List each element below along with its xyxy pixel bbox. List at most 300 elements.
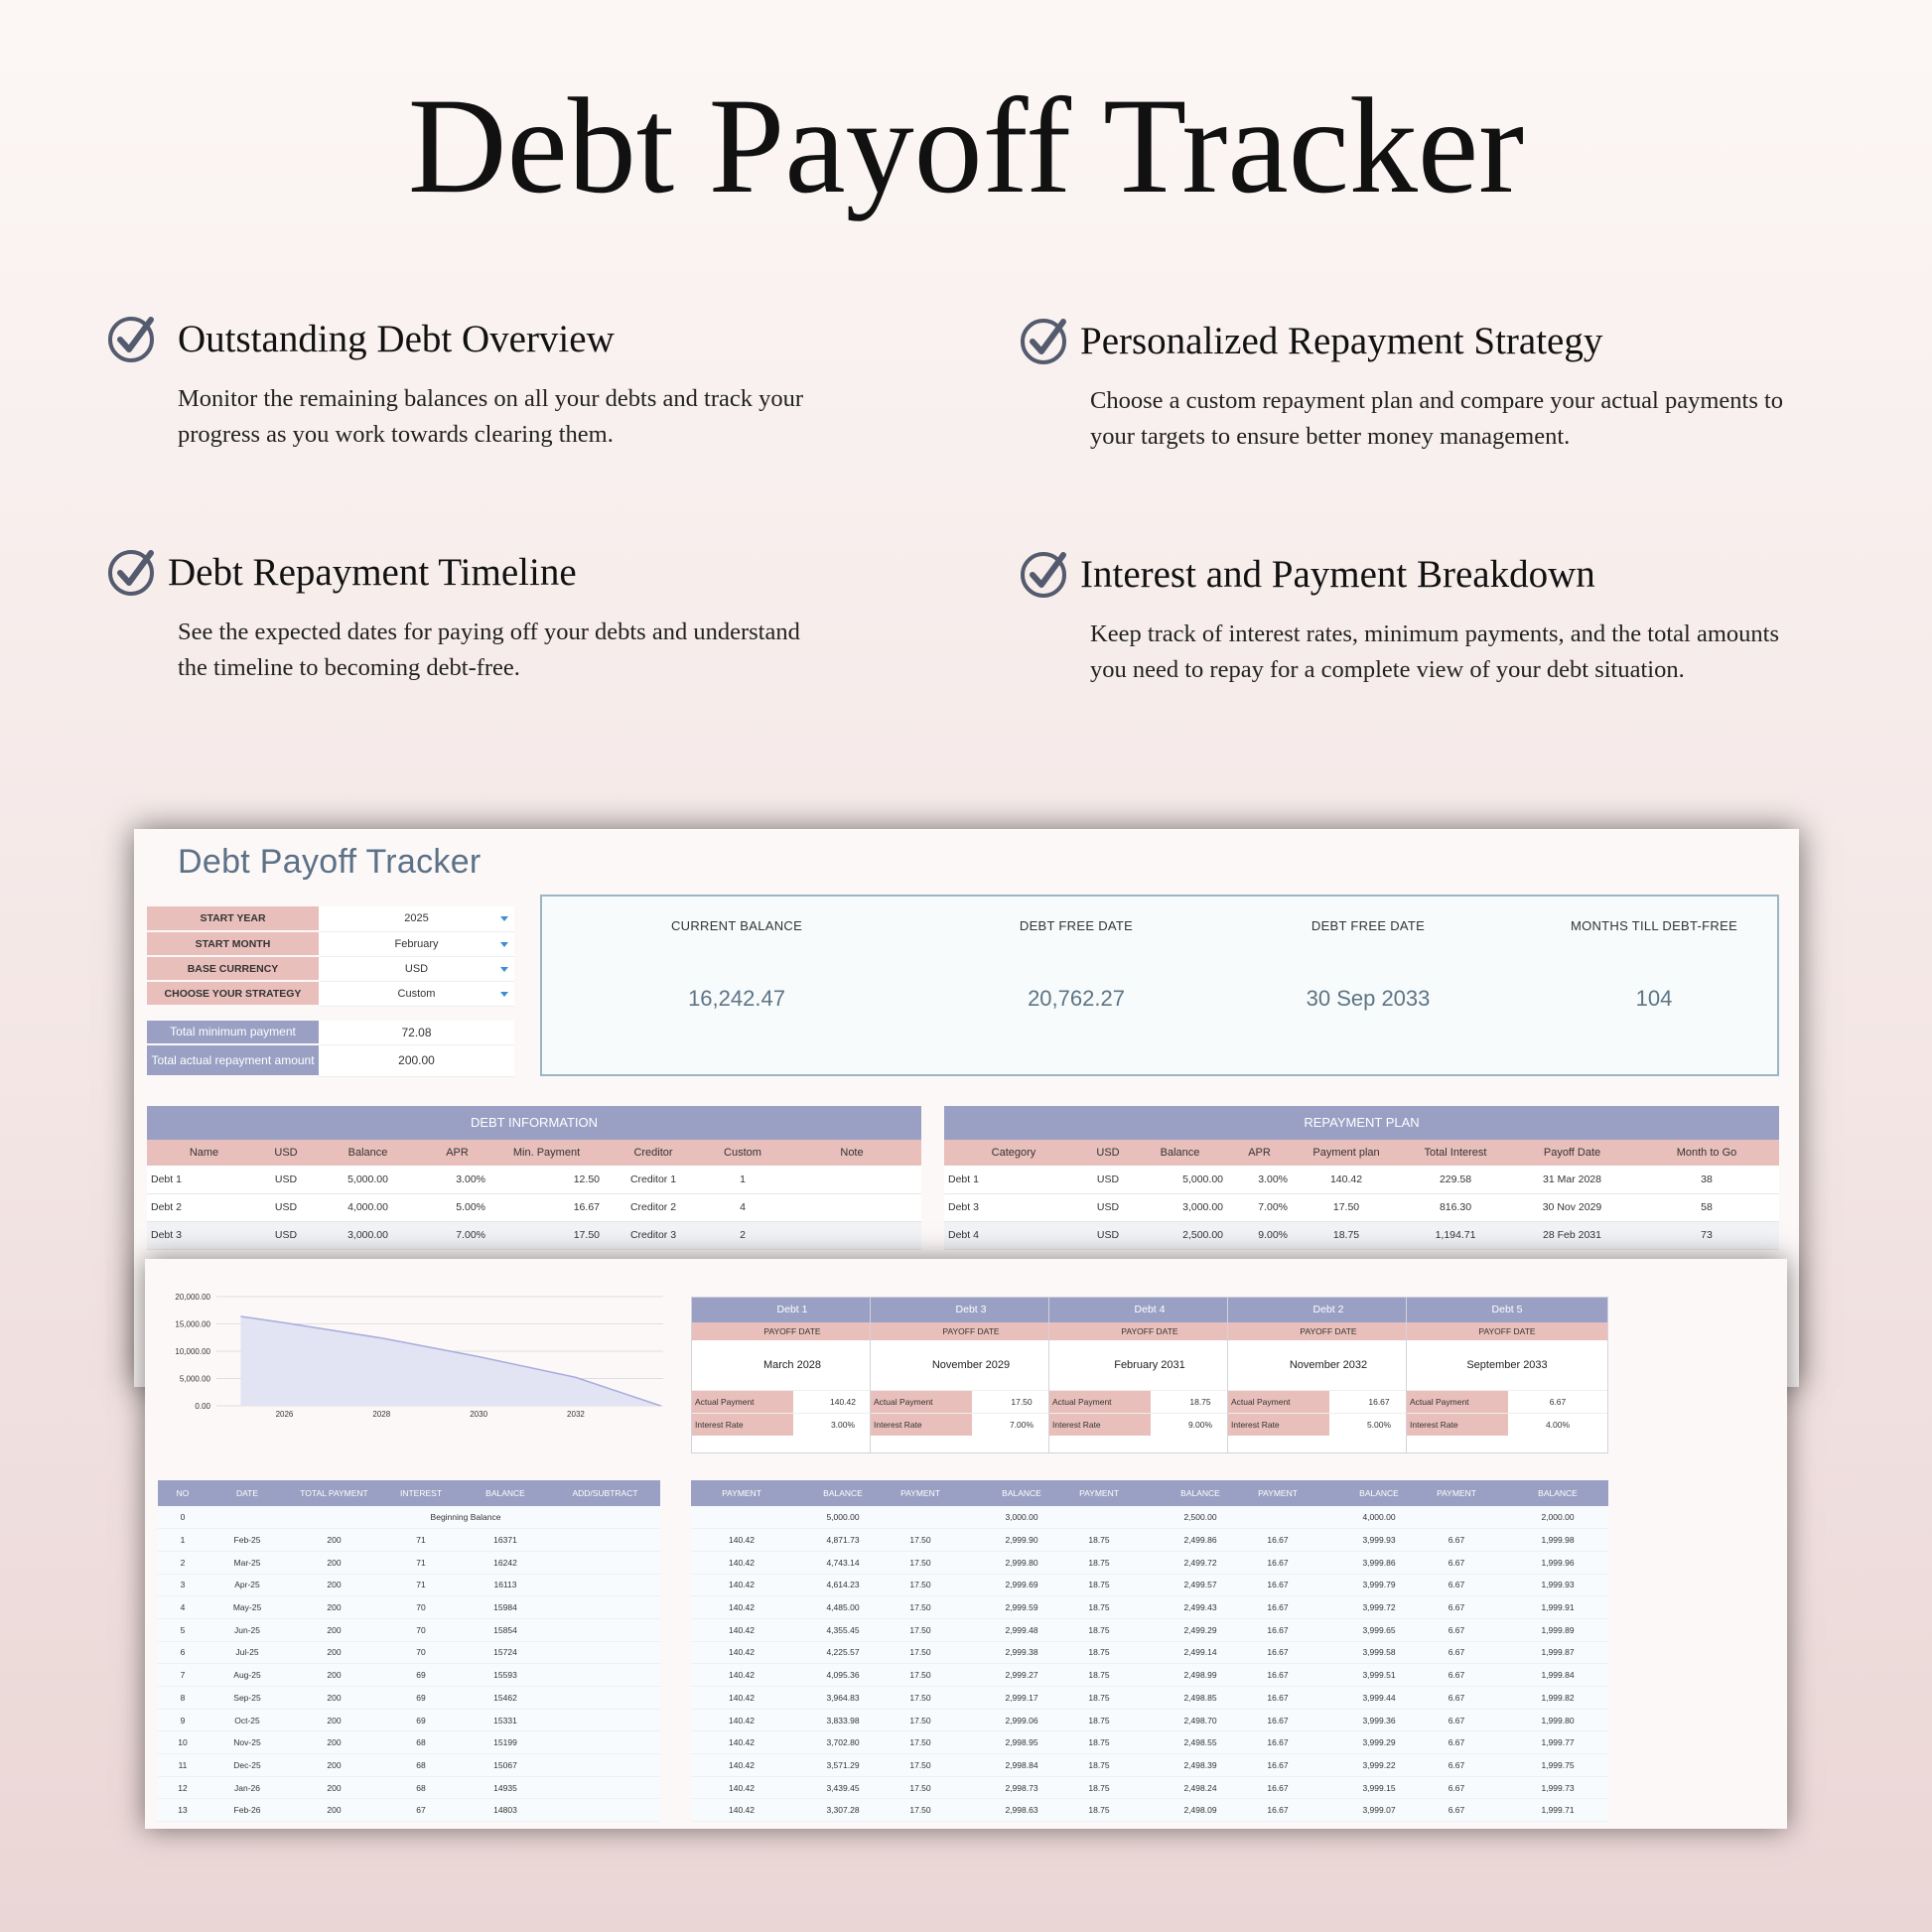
table-cell[interactable] (550, 1776, 660, 1799)
table-cell: 18.75 (1048, 1776, 1150, 1799)
column-header: Custom (703, 1140, 782, 1166)
card-interest-rate-row (1407, 1413, 1607, 1436)
table-row (1227, 1776, 1430, 1799)
table-row (158, 1754, 660, 1777)
table-cell: 3,999.29 (1328, 1731, 1430, 1754)
table-cell: 15854 (461, 1618, 550, 1641)
table-cell: 200 (287, 1596, 381, 1619)
start-month-select[interactable]: February (319, 931, 514, 956)
table-cell: Jul-25 (207, 1641, 287, 1664)
feature-description: Keep track of interest rates, minimum payments, and the total amounts you need to repay for a complete view of your debt situation. (1090, 621, 1779, 683)
table-row (691, 1687, 894, 1710)
table-cell[interactable] (550, 1687, 660, 1710)
table-row (158, 1731, 660, 1754)
table-cell: 16113 (461, 1574, 550, 1596)
card-row-value: 3.00% (830, 1420, 856, 1430)
table-row (158, 1506, 660, 1529)
table-cell: 12 (158, 1776, 207, 1799)
table-cell: Feb-26 (207, 1799, 287, 1822)
table-cell: 140.42 (691, 1551, 792, 1574)
balance-area (240, 1316, 660, 1406)
table-cell[interactable]: 140.42 (1292, 1166, 1401, 1193)
table-row (870, 1596, 1072, 1619)
y-tick-label: 10,000.00 (175, 1347, 210, 1356)
card-debt-name: Debt 3 (871, 1298, 1071, 1322)
table-cell: 2,999.27 (971, 1664, 1072, 1687)
table-row (1048, 1574, 1251, 1596)
table-row (1406, 1709, 1608, 1731)
card-row-value[interactable]: 140.42 (830, 1397, 856, 1407)
table-cell (691, 1506, 792, 1529)
table-cell: 3,999.58 (1328, 1641, 1430, 1664)
card-interest-rate-row (1049, 1413, 1250, 1436)
column-header: DATE (207, 1480, 287, 1506)
table-cell[interactable]: 28 Feb 2031 (1510, 1221, 1634, 1249)
table-cell: 4,485.00 (792, 1596, 894, 1619)
table-cell: 5 (158, 1618, 207, 1641)
table-row (1406, 1596, 1608, 1619)
total-actual-repayment-label: Total actual repayment amount (147, 1044, 319, 1076)
dropdown-arrow-icon[interactable] (500, 967, 508, 972)
table-cell[interactable]: 16.67 (489, 1193, 604, 1221)
table-cell: 0 (158, 1506, 207, 1529)
table-cell: 3,000.00 (971, 1506, 1072, 1529)
card-subheader: PAYOFF DATE (1228, 1322, 1429, 1340)
column-header: BALANCE (461, 1480, 550, 1506)
table-cell: 3,833.98 (792, 1709, 894, 1731)
table-cell[interactable]: 3.00% (425, 1166, 489, 1193)
table-cell[interactable]: 4 (703, 1193, 782, 1221)
table-cell: 17.50 (870, 1731, 971, 1754)
table-row (147, 1193, 921, 1221)
table-cell: 17.50 (870, 1641, 971, 1664)
column-header: Min. Payment (489, 1140, 604, 1166)
card-subheader: PAYOFF DATE (1407, 1322, 1607, 1340)
table-cell: 2,499.86 (1150, 1529, 1251, 1552)
table-cell: 140.42 (691, 1709, 792, 1731)
table-cell: 2,499.14 (1150, 1641, 1251, 1664)
table-row (944, 1166, 1779, 1193)
table-row (158, 1574, 660, 1596)
table-cell[interactable]: 4,000.00 (311, 1193, 425, 1221)
x-tick-label: 2028 (372, 1410, 391, 1419)
table-cell[interactable] (550, 1731, 660, 1754)
table-cell[interactable]: Debt 1 (944, 1166, 1083, 1193)
table-cell: May-25 (207, 1596, 287, 1619)
table-cell: 2,499.29 (1150, 1618, 1251, 1641)
feature-description: Choose a custom repayment plan and compare your actual payments to your targets to ensure better money management. (1090, 387, 1784, 450)
y-tick-label: 15,000.00 (175, 1319, 210, 1329)
table-row (1227, 1506, 1430, 1529)
card-row-value[interactable]: 18.75 (1189, 1397, 1211, 1407)
table-row (1406, 1754, 1608, 1777)
column-header: BALANCE (792, 1480, 894, 1506)
table-cell[interactable]: 30 Nov 2029 (1510, 1193, 1634, 1221)
table-cell: 17.50 (870, 1687, 971, 1710)
table-cell[interactable] (550, 1618, 660, 1641)
card-actual-payment-row (1407, 1390, 1607, 1413)
card-row-value: 4.00% (1545, 1420, 1571, 1430)
table-cell: 200 (287, 1664, 381, 1687)
table-cell[interactable]: Debt 1 (147, 1166, 261, 1193)
table-cell: 1,999.96 (1507, 1551, 1608, 1574)
table-cell: 3,571.29 (792, 1754, 894, 1777)
table-cell: 140.42 (691, 1799, 792, 1822)
table-cell: 69 (381, 1709, 461, 1731)
table-cell[interactable] (550, 1754, 660, 1777)
table-row (158, 1799, 660, 1822)
table-cell: 71 (381, 1551, 461, 1574)
table-cell[interactable]: 17.50 (1292, 1193, 1401, 1221)
column-header: PAYMENT (870, 1480, 971, 1506)
table-cell[interactable]: 816.30 (1401, 1193, 1510, 1221)
column-header: PAYMENT (1227, 1480, 1328, 1506)
table-cell[interactable]: USD (1083, 1193, 1133, 1221)
table-cell: 3,999.72 (1328, 1596, 1430, 1619)
table-cell: 15199 (461, 1731, 550, 1754)
card-payoff-date: February 2031 (1114, 1359, 1185, 1371)
card-debt-name: Debt 5 (1407, 1298, 1607, 1322)
table-cell: 3,999.93 (1328, 1529, 1430, 1552)
table-cell[interactable]: 3,000.00 (1133, 1193, 1227, 1221)
column-header: Month to Go (1634, 1140, 1779, 1166)
table-row (1406, 1506, 1608, 1529)
base-currency-label: BASE CURRENCY (147, 956, 319, 981)
table-row (1406, 1574, 1608, 1596)
table-cell: 8 (158, 1687, 207, 1710)
table-cell: Jun-25 (207, 1618, 287, 1641)
table-cell: 9 (158, 1709, 207, 1731)
table-row (870, 1506, 1072, 1529)
card-row-label: Interest Rate (871, 1414, 972, 1436)
table-row (1048, 1687, 1251, 1710)
table-cell: 68 (381, 1776, 461, 1799)
table-cell: 16.67 (1227, 1641, 1328, 1664)
table-cell: 2,999.90 (971, 1529, 1072, 1552)
table-cell[interactable]: 7.00% (425, 1221, 489, 1249)
table-cell[interactable]: 38 (1634, 1166, 1779, 1193)
table-cell[interactable]: Debt 3 (147, 1221, 261, 1249)
dropdown-arrow-icon[interactable] (500, 942, 508, 947)
table-cell: 2,999.69 (971, 1574, 1072, 1596)
table-cell: 3,999.36 (1328, 1709, 1430, 1731)
table-cell[interactable]: 3,000.00 (311, 1221, 425, 1249)
strategy-select[interactable]: Custom (319, 981, 514, 1006)
table-cell: 1,999.98 (1507, 1529, 1608, 1552)
table-cell: 4,743.14 (792, 1551, 894, 1574)
table-cell (1048, 1506, 1150, 1529)
card-row-value[interactable]: 6.67 (1549, 1397, 1567, 1407)
card-actual-payment-row (692, 1390, 893, 1413)
table-row (691, 1731, 894, 1754)
table-row (1048, 1709, 1251, 1731)
table-row (691, 1776, 894, 1799)
table-row (1227, 1754, 1430, 1777)
card-actual-payment-row (1049, 1390, 1250, 1413)
table-cell: 2,499.57 (1150, 1574, 1251, 1596)
card-row-label: Actual Payment (1407, 1391, 1508, 1413)
table-row (870, 1709, 1072, 1731)
table-cell: 6.67 (1406, 1529, 1507, 1552)
table-cell: 140.42 (691, 1596, 792, 1619)
table-row (1227, 1799, 1430, 1822)
table-cell: 70 (381, 1618, 461, 1641)
table-cell[interactable]: 17.50 (489, 1221, 604, 1249)
debt-schedule-table (1406, 1480, 1608, 1822)
table-cell: 17.50 (870, 1754, 971, 1777)
table-cell: 16.67 (1227, 1574, 1328, 1596)
table-cell[interactable] (550, 1596, 660, 1619)
table-cell: 140.42 (691, 1574, 792, 1596)
table-cell: 4,095.36 (792, 1664, 894, 1687)
sheet-title: Debt Payoff Tracker (178, 843, 482, 881)
feature-description: See the expected dates for paying off your debts and understand the timeline to becoming debt-free. (178, 619, 800, 681)
table-cell: 14803 (461, 1799, 550, 1822)
table-cell: 140.42 (691, 1731, 792, 1754)
table-cell[interactable]: 31 Mar 2028 (1510, 1166, 1634, 1193)
table-cell: 200 (287, 1574, 381, 1596)
table-row (147, 1166, 921, 1193)
table-row (1227, 1709, 1430, 1731)
table-cell: 2,999.48 (971, 1618, 1072, 1641)
table-cell (1406, 1506, 1507, 1529)
table-cell[interactable]: USD (1083, 1166, 1133, 1193)
table-cell[interactable] (782, 1221, 921, 1249)
table-cell: 18.75 (1048, 1799, 1150, 1822)
table-row (1406, 1529, 1608, 1552)
table-cell[interactable]: Creditor 2 (604, 1193, 703, 1221)
card-row-value[interactable]: 17.50 (1011, 1397, 1033, 1407)
table-row (870, 1664, 1072, 1687)
table-cell[interactable]: 5,000.00 (1133, 1166, 1227, 1193)
table-row (1227, 1574, 1430, 1596)
column-header: Balance (1133, 1140, 1227, 1166)
table-cell[interactable] (782, 1166, 921, 1193)
table-cell: 16.67 (1227, 1551, 1328, 1574)
table-cell: 2,998.84 (971, 1754, 1072, 1777)
column-header: NO (158, 1480, 207, 1506)
table-row (1406, 1641, 1608, 1664)
table-row (1048, 1754, 1251, 1777)
table-row (691, 1641, 894, 1664)
table-cell[interactable]: 12.50 (489, 1166, 604, 1193)
table-cell: 6.67 (1406, 1709, 1507, 1731)
total-min-payment-value: 72.08 (319, 1021, 514, 1044)
table-cell: 200 (287, 1776, 381, 1799)
table-cell: Jan-26 (207, 1776, 287, 1799)
table-row (1406, 1776, 1608, 1799)
table-cell: 18.75 (1048, 1731, 1150, 1754)
table-cell[interactable] (550, 1664, 660, 1687)
table-cell[interactable] (550, 1529, 660, 1552)
table-row (870, 1641, 1072, 1664)
table-cell: 2,498.85 (1150, 1687, 1251, 1710)
column-header: Creditor (604, 1140, 703, 1166)
card-actual-payment-row (1228, 1390, 1429, 1413)
table-cell: 17.50 (870, 1551, 971, 1574)
table-cell: 1,999.84 (1507, 1664, 1608, 1687)
table-cell: 140.42 (691, 1529, 792, 1552)
table-cell[interactable]: Creditor 3 (604, 1221, 703, 1249)
total-min-payment-label: Total minimum payment (147, 1021, 319, 1044)
table-cell: 18.75 (1048, 1709, 1150, 1731)
table-cell[interactable] (782, 1193, 921, 1221)
column-header: APR (425, 1140, 489, 1166)
repayment-plan-header: REPAYMENT PLAN (944, 1106, 1779, 1140)
table-cell[interactable] (550, 1709, 660, 1731)
column-header: BALANCE (1328, 1480, 1430, 1506)
total-actual-repayment-input[interactable]: 200.00 (319, 1044, 514, 1076)
table-cell[interactable]: 3.00% (1227, 1166, 1292, 1193)
table-cell: 17.50 (870, 1664, 971, 1687)
table-cell: 200 (287, 1687, 381, 1710)
table-cell: 200 (287, 1754, 381, 1777)
table-cell: 3,999.15 (1328, 1776, 1430, 1799)
card-row-label: Interest Rate (1049, 1414, 1151, 1436)
card-row-label: Actual Payment (871, 1391, 972, 1413)
table-cell: 16242 (461, 1551, 550, 1574)
start-month-label: START MONTH (147, 931, 319, 956)
column-header: Payoff Date (1510, 1140, 1634, 1166)
table-cell: 6.67 (1406, 1687, 1507, 1710)
y-tick-label: 0.00 (195, 1402, 210, 1411)
table-cell: Nov-25 (207, 1731, 287, 1754)
table-row (691, 1551, 894, 1574)
table-row (1048, 1596, 1251, 1619)
table-row (691, 1709, 894, 1731)
card-subheader: PAYOFF DATE (1049, 1322, 1250, 1340)
payment-schedule-table (158, 1480, 660, 1822)
table-cell[interactable]: 229.58 (1401, 1166, 1510, 1193)
base-currency-select[interactable]: USD (319, 956, 514, 981)
table-cell: 2,500.00 (1150, 1506, 1251, 1529)
card-interest-rate-row (1228, 1413, 1429, 1436)
debt-payoff-card (1048, 1297, 1251, 1453)
table-row (870, 1754, 1072, 1777)
card-row-value[interactable]: 16.67 (1368, 1397, 1390, 1407)
table-row (1048, 1776, 1251, 1799)
table-cell: 69 (381, 1687, 461, 1710)
table-cell: 71 (381, 1529, 461, 1552)
kpi-panel: CURRENT BALANCE 16,242.47 DEBT FREE DATE 20,762.27 DEBT FREE DATE 30 Sep 2033 MONTHS TILL DEBT-FREE 104 (540, 895, 1779, 1076)
table-cell (287, 1506, 381, 1529)
table-row (1048, 1618, 1251, 1641)
table-cell: Oct-25 (207, 1709, 287, 1731)
table-cell[interactable]: USD (261, 1166, 311, 1193)
table-cell[interactable]: Debt 2 (147, 1193, 261, 1221)
table-cell: 2,498.70 (1150, 1709, 1251, 1731)
table-cell: 2,498.09 (1150, 1799, 1251, 1822)
dropdown-arrow-icon[interactable] (500, 992, 508, 997)
table-cell: 16.67 (1227, 1776, 1328, 1799)
feature-heading: Interest and Payment Breakdown (1080, 553, 1595, 596)
table-cell: 16.67 (1227, 1731, 1328, 1754)
table-cell[interactable]: 18.75 (1292, 1221, 1401, 1249)
table-cell: 68 (381, 1754, 461, 1777)
table-cell: 2,498.99 (1150, 1664, 1251, 1687)
table-cell[interactable]: Creditor 1 (604, 1166, 703, 1193)
table-cell[interactable]: 58 (1634, 1193, 1779, 1221)
table-cell: 16.67 (1227, 1618, 1328, 1641)
table-cell[interactable] (550, 1641, 660, 1664)
table-cell[interactable]: 1,194.71 (1401, 1221, 1510, 1249)
dropdown-arrow-icon[interactable] (500, 916, 508, 921)
table-cell: 4,000.00 (1328, 1506, 1430, 1529)
table-cell: 16.67 (1227, 1754, 1328, 1777)
table-row (944, 1193, 1779, 1221)
card-row-label: Actual Payment (1049, 1391, 1151, 1413)
table-cell: 16371 (461, 1529, 550, 1552)
table-cell: 2,499.43 (1150, 1596, 1251, 1619)
card-row-label: Actual Payment (1228, 1391, 1329, 1413)
table-cell[interactable]: Debt 4 (944, 1221, 1083, 1249)
table-cell: 3,999.79 (1328, 1574, 1430, 1596)
table-cell[interactable]: USD (1083, 1221, 1133, 1249)
table-cell[interactable]: 9.00% (1227, 1221, 1292, 1249)
table-cell[interactable] (550, 1799, 660, 1822)
table-row (691, 1529, 894, 1552)
table-cell: 1,999.80 (1507, 1709, 1608, 1731)
table-row (870, 1687, 1072, 1710)
table-cell: 140.42 (691, 1754, 792, 1777)
start-year-select[interactable]: 2025 (319, 906, 514, 931)
table-cell: 2,999.38 (971, 1641, 1072, 1664)
table-cell: 6.67 (1406, 1574, 1507, 1596)
table-cell: 10 (158, 1731, 207, 1754)
table-cell[interactable]: 7.00% (1227, 1193, 1292, 1221)
table-cell[interactable] (550, 1551, 660, 1574)
table-cell: 18.75 (1048, 1551, 1150, 1574)
table-row (1048, 1664, 1251, 1687)
table-cell[interactable]: Debt 3 (944, 1193, 1083, 1221)
table-cell: 70 (381, 1641, 461, 1664)
table-cell: 16.67 (1227, 1664, 1328, 1687)
balance-area-chart (155, 1285, 673, 1424)
strategy-label: CHOOSE YOUR STRATEGY (147, 981, 319, 1006)
table-row (1227, 1596, 1430, 1619)
x-tick-label: 2026 (275, 1410, 294, 1419)
table-cell: 1,999.75 (1507, 1754, 1608, 1777)
table-cell: 2,999.06 (971, 1709, 1072, 1731)
table-cell: 4,614.23 (792, 1574, 894, 1596)
table-cell[interactable]: 5,000.00 (311, 1166, 425, 1193)
column-header: Category (944, 1140, 1083, 1166)
table-cell: 17.50 (870, 1618, 971, 1641)
table-cell[interactable]: 1 (703, 1166, 782, 1193)
table-cell: 6.67 (1406, 1776, 1507, 1799)
table-cell[interactable]: 5.00% (425, 1193, 489, 1221)
table-cell: 2,999.59 (971, 1596, 1072, 1619)
column-header: Note (782, 1140, 921, 1166)
table-row (158, 1687, 660, 1710)
repayment-plan-table (944, 1140, 1779, 1250)
table-cell[interactable]: USD (261, 1193, 311, 1221)
table-cell[interactable]: 2,500.00 (1133, 1221, 1227, 1249)
table-cell[interactable]: 2 (703, 1221, 782, 1249)
table-row (158, 1529, 660, 1552)
table-cell (207, 1506, 287, 1529)
card-interest-rate-row (692, 1413, 893, 1436)
table-cell: 3 (158, 1574, 207, 1596)
table-cell: Apr-25 (207, 1574, 287, 1596)
table-cell: 14935 (461, 1776, 550, 1799)
table-cell[interactable]: 73 (1634, 1221, 1779, 1249)
table-cell: 18.75 (1048, 1574, 1150, 1596)
table-row (870, 1618, 1072, 1641)
table-cell[interactable]: USD (261, 1221, 311, 1249)
table-cell[interactable] (550, 1574, 660, 1596)
table-cell: 140.42 (691, 1776, 792, 1799)
